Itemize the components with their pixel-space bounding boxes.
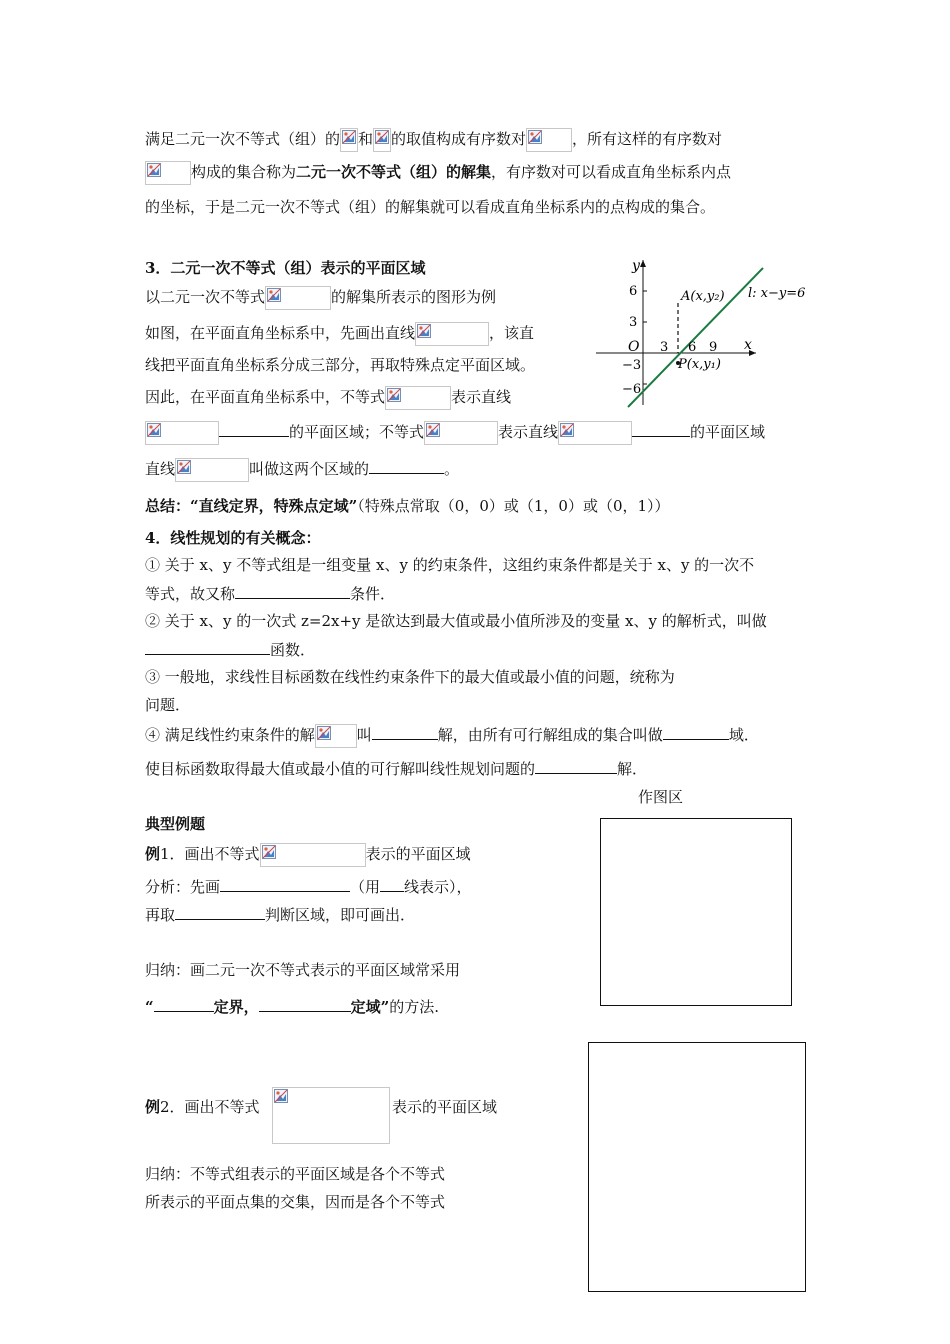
broken-image-icon xyxy=(387,388,401,402)
tick-label-y: 3 xyxy=(629,315,638,330)
example-text: 定界， xyxy=(213,998,259,1016)
example-text: “ xyxy=(145,998,154,1016)
example-1-line xyxy=(145,843,471,867)
tick-label-x: 3 xyxy=(660,340,669,355)
summary-label: 总结： xyxy=(145,497,191,515)
sec3-line-5 xyxy=(145,421,765,445)
broken-image-icon xyxy=(417,324,431,338)
formula-image-inequality-system xyxy=(272,1087,390,1144)
blank-line[interactable] xyxy=(369,458,444,474)
example-2-induct-1: 归纳：不等式组表示的平面区域是各个不等式 xyxy=(145,1165,446,1183)
sec4-item-3: ③ 一般地，求线性目标函数在线性约束条件下的最大值或最小值的问题，统称为 xyxy=(145,668,675,686)
sec3-text: 因此，在平面直角坐标系中，不等式 xyxy=(145,388,386,406)
sec4-text: 条件． xyxy=(350,585,396,603)
sec4-text: 解，由所有可行解组成的集合叫做 xyxy=(437,726,663,744)
sec4-item-1: ① 关于 x、y 不等式组是一组变量 x、y 的约束条件，这组约束条件都是关于 x、y 的一次不 xyxy=(145,556,755,574)
formula-image-line xyxy=(415,322,489,346)
formula-image-x xyxy=(340,128,358,152)
origin-label: O xyxy=(628,339,640,355)
point-A-label: A(x,y₂) xyxy=(681,289,725,304)
broken-image-icon xyxy=(177,460,191,474)
sec3-text: 的平面区域；不等式 xyxy=(289,423,425,441)
intro-text: ，所有这样的有序数对 xyxy=(572,130,723,148)
example-2-line xyxy=(145,1097,260,1117)
intro-text: 的取值构成有序数对 xyxy=(391,130,527,148)
sec4-text: 解． xyxy=(617,760,648,778)
sec3-text: 的平面区域 xyxy=(690,423,766,441)
formula-image-line xyxy=(175,458,249,482)
blank-line[interactable] xyxy=(145,639,270,655)
example-text: 再取 xyxy=(145,906,176,924)
summary-line xyxy=(145,496,670,516)
y-axis-arrow xyxy=(640,260,646,267)
tick-label-y: −3 xyxy=(622,358,642,373)
sec3-text: 表示直线 xyxy=(451,388,512,406)
broken-image-icon xyxy=(274,1089,288,1103)
sec4-text: 域． xyxy=(728,726,759,744)
sec3-text: 。 xyxy=(444,460,460,478)
drawing-box-1[interactable] xyxy=(600,818,792,1006)
example-text: 判断区域，即可画出． xyxy=(265,906,416,924)
example-label: 例 xyxy=(145,845,161,863)
tick-label-x: 9 xyxy=(709,340,718,355)
example-1-method xyxy=(145,996,439,1017)
formula-image-inequality xyxy=(424,421,498,445)
intro-line-1 xyxy=(145,128,722,152)
sec3-line-2 xyxy=(145,322,534,346)
formula-image-pair xyxy=(145,161,191,185)
draw-area-label: 作图区 xyxy=(638,788,684,806)
formula-image-line xyxy=(558,421,632,445)
blank-line[interactable] xyxy=(632,421,690,437)
blank-line[interactable] xyxy=(235,583,350,599)
example-text: 线表示）， xyxy=(404,878,472,896)
sec4-item-5 xyxy=(145,758,647,779)
blank-line[interactable] xyxy=(535,758,617,774)
broken-image-icon xyxy=(528,130,542,144)
sec4-item-1-cont xyxy=(145,583,395,604)
broken-image-icon xyxy=(147,163,161,177)
formula-image-inequality xyxy=(265,286,331,310)
tick-label-y: −6 xyxy=(622,382,642,397)
blank-line[interactable] xyxy=(259,996,351,1012)
example-2-tail: 表示的平面区域 xyxy=(392,1098,498,1116)
sec3-text: 以二元一次不等式 xyxy=(145,288,266,306)
sec4-item-4 xyxy=(145,724,759,748)
sec4-text: 叫 xyxy=(356,726,372,744)
tick-label-y: 6 xyxy=(629,284,638,299)
axis-x-label: x xyxy=(744,337,752,353)
formula-image-pair xyxy=(315,724,357,748)
formula-image-inequality xyxy=(260,843,366,867)
intro-text: ，有序数对可以看成直角坐标系内点 xyxy=(491,163,732,181)
example-1-then xyxy=(145,904,415,925)
sec3-line-4 xyxy=(145,386,511,410)
broken-image-icon xyxy=(426,423,440,437)
point-P-label: P(x,y₁) xyxy=(678,357,721,372)
example-text: 分析：先画 xyxy=(145,878,221,896)
broken-image-icon xyxy=(560,423,574,437)
sec3-text: 直线 xyxy=(145,460,176,478)
broken-image-icon xyxy=(267,288,281,302)
sec4-text: 使目标函数取得最大值或最小值的可行解叫线性规划问题的 xyxy=(145,760,536,778)
intro-text: 满足二元一次不等式（组）的 xyxy=(145,130,341,148)
example-label: 例 xyxy=(145,1098,161,1116)
sec4-text: ④ 满足线性约束条件的解 xyxy=(145,726,315,744)
example-1-induct: 归纳：画二元一次不等式表示的平面区域常采用 xyxy=(145,961,461,979)
sec3-line-3: 线把平面直角坐标系分成三部分，再取特殊点定平面区域。 xyxy=(145,356,536,374)
example-text: 的方法. xyxy=(389,998,440,1016)
examples-title: 典型例题 xyxy=(145,815,206,833)
sec3-line-6 xyxy=(145,458,459,482)
formula-image-pair xyxy=(526,128,572,152)
example-text: 定域” xyxy=(350,998,390,1016)
example-text: 表示的平面区域 xyxy=(365,845,471,863)
blank-line[interactable] xyxy=(219,421,289,437)
intro-term: 二元一次不等式（组）的解集 xyxy=(296,163,492,181)
intro-line-2 xyxy=(145,161,731,185)
broken-image-icon xyxy=(262,845,276,859)
example-text: 2．画出不等式 xyxy=(160,1098,260,1116)
sec4-item-2: ② 关于 x、y 的一次式 z=2x+y 是欲达到最大值或最小值所涉及的变量 x、y 的解析式，叫做 xyxy=(145,612,767,630)
broken-image-icon xyxy=(342,130,356,144)
sec4-item-2-cont xyxy=(145,639,315,660)
formula-image-y xyxy=(373,128,391,152)
sec4-item-3-cont: 问题． xyxy=(145,696,191,714)
broken-image-icon xyxy=(317,726,331,740)
blank-line[interactable] xyxy=(154,996,214,1012)
intro-line-3: 的坐标，于是二元一次不等式（组）的解集就可以看成直角坐标系内的点构成的集合。 xyxy=(145,198,716,216)
broken-image-icon xyxy=(375,130,389,144)
sec4-text: 等式，故又称 xyxy=(145,585,236,603)
blank-line[interactable] xyxy=(372,724,438,740)
sec3-line-1 xyxy=(145,286,496,310)
blank-line[interactable] xyxy=(380,876,404,892)
sec4-text: 函数． xyxy=(270,641,316,659)
axis-y-label: y xyxy=(632,258,640,274)
blank-line[interactable] xyxy=(663,724,729,740)
example-text: （用 xyxy=(350,878,381,896)
sec3-text: 叫做这两个区域的 xyxy=(249,460,370,478)
example-text: 1．画出不等式 xyxy=(160,845,260,863)
sec3-text: 如图，在平面直角坐标系中，先画出直线 xyxy=(145,324,416,342)
blank-line[interactable] xyxy=(220,876,350,892)
broken-image-icon xyxy=(147,423,161,437)
example-1-analysis xyxy=(145,876,472,897)
intro-text: 构成的集合称为 xyxy=(191,163,297,181)
tick-label-x: 6 xyxy=(688,340,697,355)
sec3-text: 的解集所表示的图形为例 xyxy=(331,288,497,306)
sec3-text: ，该直 xyxy=(489,324,535,342)
summary-quote: “直线定界，特殊点定域” xyxy=(190,497,358,515)
line-label: l: x−y=6 xyxy=(748,286,806,301)
blank-line[interactable] xyxy=(175,904,265,920)
coordinate-figure xyxy=(596,255,816,410)
section-4-title: 4．线性规划的有关概念： xyxy=(145,529,321,547)
formula-image-inequality xyxy=(385,386,451,410)
example-2-induct-2: 所表示的平面点集的交集，因而是各个不等式 xyxy=(145,1193,446,1211)
sec3-text: 表示直线 xyxy=(498,423,559,441)
section-3-title: 3．二元一次不等式（组）表示的平面区域 xyxy=(145,259,426,277)
drawing-box-2[interactable] xyxy=(588,1042,806,1292)
summary-note: （特殊点常取（0，0）或（1，0）或（0，1）） xyxy=(357,497,670,515)
formula-image-line xyxy=(145,421,219,445)
intro-text: 和 xyxy=(358,130,374,148)
